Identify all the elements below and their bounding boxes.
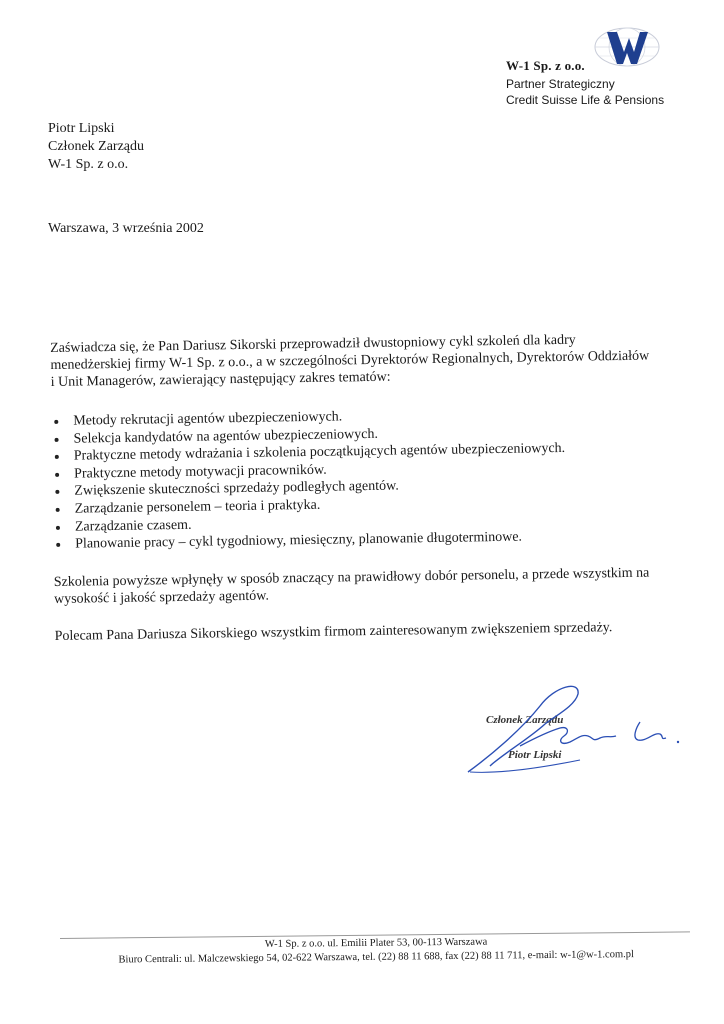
footer bbox=[66, 934, 686, 968]
list-item: Zarządzanie personelem – teoria i praktyka. bbox=[53, 492, 653, 519]
list-item: Metody rekrutacji agentów ubezpieczeniowych. bbox=[51, 404, 651, 431]
signature-area bbox=[460, 676, 700, 786]
list-item: Selekcja kandydatów na agentów ubezpieczeniowych. bbox=[51, 421, 651, 448]
handwritten-signature bbox=[460, 676, 700, 786]
conclusion-paragraph: Szkolenia powyższe wpłynęły w sposób znaczący na prawidłowy dobór personelu, a przede wszystkim na wysokość i jakość sprzedaży agentów. bbox=[53, 565, 650, 607]
list-item: Praktyczne metody motywacji pracowników. bbox=[52, 456, 652, 483]
intro-paragraph: Zaświadcza się, że Pan Dariusz Sikorski przeprowadził dwustopniowy cykl szkoleń dla kadry menedżerskiej firmy W-1 Sp. z o.o., a w szczególności Dyrektorów Regionalnych, Dyrektorów Oddziałów i Unit Managerów, zawierający następujący zakres tematów: bbox=[50, 332, 650, 390]
letter-body bbox=[50, 331, 655, 645]
list-item: Praktyczne metody wdrażania i szkolenia początkujących agentów ubezpieczeniowych. bbox=[52, 439, 652, 466]
footer-contact: Biuro Centrali: ul. Malczewskiego 54, 02-622 Warszawa, tel. (22) 88 11 688, fax (22) 88 11 711, e-mail: w-1@w-1.com.pl bbox=[118, 949, 634, 966]
list-item: Zarządzanie czasem. bbox=[53, 509, 653, 536]
list-item: Zwiększenie skuteczności sprzedaży podległych agentów. bbox=[52, 474, 652, 501]
sender-name: Piotr Lipski bbox=[48, 121, 115, 136]
stamp-name: Piotr Lipski bbox=[508, 749, 562, 761]
partner-name: Credit Suisse Life & Pensions bbox=[506, 93, 665, 107]
recommendation-paragraph: Polecam Pana Dariusza Sikorskiego wszystkim firmom zainteresowanym zwiększeniem sprzedaży. bbox=[54, 619, 613, 644]
sender-block bbox=[48, 120, 144, 174]
sender-position: Członek Zarządu bbox=[48, 139, 145, 154]
letter-date: Warszawa, 3 września 2002 bbox=[48, 221, 204, 236]
company-name: W-1 Sp. z o.o. bbox=[506, 58, 585, 73]
company-header bbox=[506, 58, 716, 108]
list-item: Planowanie pracy – cykl tygodniowy, miesięczny, planowanie długoterminowe. bbox=[53, 527, 653, 554]
sender-company: W-1 Sp. z o.o. bbox=[48, 157, 129, 172]
stamp-title: Członek Zarządu bbox=[486, 714, 564, 726]
partner-label: Partner Strategiczny bbox=[506, 77, 615, 91]
footer-address: W-1 Sp. z o.o. ul. Emilii Plater 53, 00-113 Warszawa bbox=[264, 936, 488, 950]
topics-list bbox=[51, 404, 653, 554]
